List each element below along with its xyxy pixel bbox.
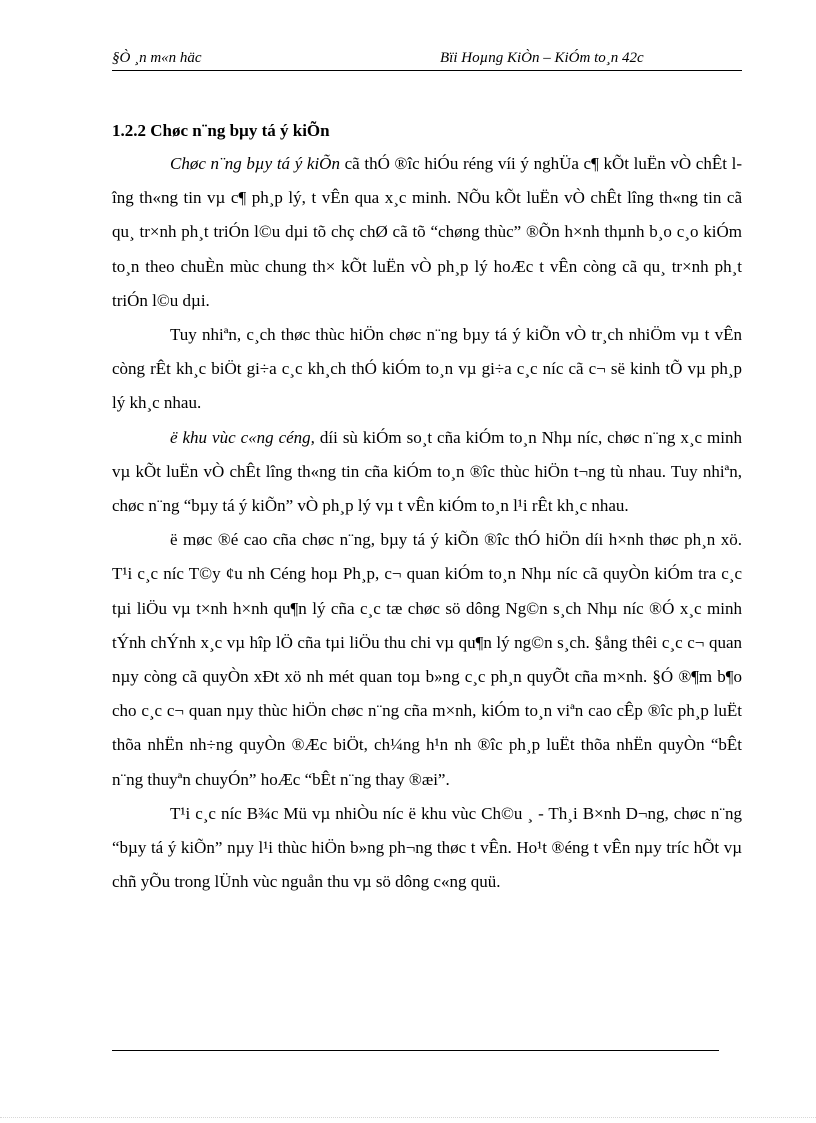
paragraph-3-text: díi sù kiÓm so¸t cña kiÓm to¸n Nhµ níc, chøc n¨ng x¸c minh vµ kÕt luËn vÒ chÊt lîng th«ng tin cña kiÓm to¸n ®îc thùc hiÖn t¬ng tù nhau. Tuy nhiªn, chøc n¨ng “bµy tá ý kiÕn” vÒ ph¸p lý vµ t vÊn kiÓm to¸n l¹i rÊt kh¸c nhau.	[112, 427, 742, 516]
page-edge-divider	[0, 1117, 816, 1118]
document-body	[112, 117, 742, 899]
section-heading: 1.2.2 Chøc n¨ng bµy tá ý kiÕn	[112, 121, 330, 140]
paragraph-3	[112, 421, 742, 524]
paragraph-5	[112, 797, 742, 900]
paragraph-2	[112, 318, 742, 421]
footer-rule	[112, 1050, 719, 1051]
header-author: Bïi Hoµng KiÒn – KiÓm to¸n 42c	[440, 50, 644, 66]
paragraph-3-lead: ë khu vùc c«ng céng,	[170, 427, 315, 447]
page-header	[112, 50, 742, 71]
paragraph-1-lead: Chøc n¨ng bµy tá ý kiÕn	[170, 154, 340, 173]
paragraph-4-text: ë møc ®é cao cña chøc n¨ng, bµy tá ý kiÕn ®îc thÓ hiÖn díi h×nh thøc ph¸n xö. T¹i c¸c níc T©y ¢u nh Céng hoµ Ph¸p, c¬ quan kiÓm to¸n Nhµ níc cã quyÒn kiÓm tra c¸c tµi liÖu vµ t×nh h×nh qu¶n lý cña c¸c tæ chøc sö dông Ng©n s¸ch Nhµ níc ®Ó x¸c minh tÝnh chÝnh x¸c vµ hîp lÖ cña tµi liÖu thu chi vµ qu¶n lý ng©n s¸ch. §ång thêi c¸c c¬ quan nµy còng cã quyÒn xÐt xö nh mét quan toµ b»ng c¸c ph¸n quyÕt cña m×nh. §Ó ®¶m b¶o cho c¸c c¬ quan nµy thùc hiÖn chøc n¨ng cña m×nh, kiÓm to¸n viªn cao cÊp ®îc ph¸p luËt thõa nhËn nh÷ng quyÒn ®Æc biÖt, ch¼ng h¹n nh ®îc ph¸p luËt thõa nhËn quyÒn “bÊt n¨ng thuyªn chuyÓn” hoÆc “bÊt n¨ng thay ®æi”.	[112, 530, 742, 789]
paragraph-2-text: Tuy nhiªn, c¸ch thøc thùc hiÖn chøc n¨ng bµy tá ý kiÕn vÒ tr¸ch nhiÖm vµ t vÊn còng rÊt kh¸c biÖt gi÷a c¸c kh¸ch thÓ kiÓm to¸n vµ gi÷a c¸c níc cã c¬ së kinh tÕ vµ ph¸p lý kh¸c nhau.	[112, 325, 742, 413]
paragraph-5-text: T¹i c¸c níc B¾c Mü vµ nhiÒu níc ë khu vùc Ch©u ¸ - Th¸i B×nh D¬ng, chøc n¨ng “bµy tá ý kiÕn” nµy l¹i thùc hiÖn b»ng ph¬ng thøc t vÊn. Ho¹t ®éng t vÊn nµy tríc hÕt vµ chñ yÕu trong lÜnh vùc nguån thu vµ sö dông c«ng quü.	[112, 803, 742, 892]
paragraph-4	[112, 523, 742, 797]
paragraph-1	[112, 147, 742, 318]
paragraph-1-text: cã thÓ ®îc hiÓu réng víi ý nghÜa c¶ kÕt luËn vÒ chÊt lîng th«ng tin vµ c¶ ph¸p lý, t vÊn qua x¸c minh. NÕu kÕt luËn vÒ chÊt lîng th«ng tin cã qu¸ tr×nh ph¸t triÓn l©u dµi tõ chç chØ cã tõ “chøng thùc” ®Õn h×nh thµnh b¸o c¸o kiÓm to¸n theo chuÈn mùc chung th× kÕt luËn vÒ ph¸p lý hoÆc t vÊn còng cã qu¸ tr×nh ph¸t triÓn l©u dµi.	[112, 154, 742, 310]
header-document-title: §Ò ¸n m«n häc	[112, 50, 202, 66]
